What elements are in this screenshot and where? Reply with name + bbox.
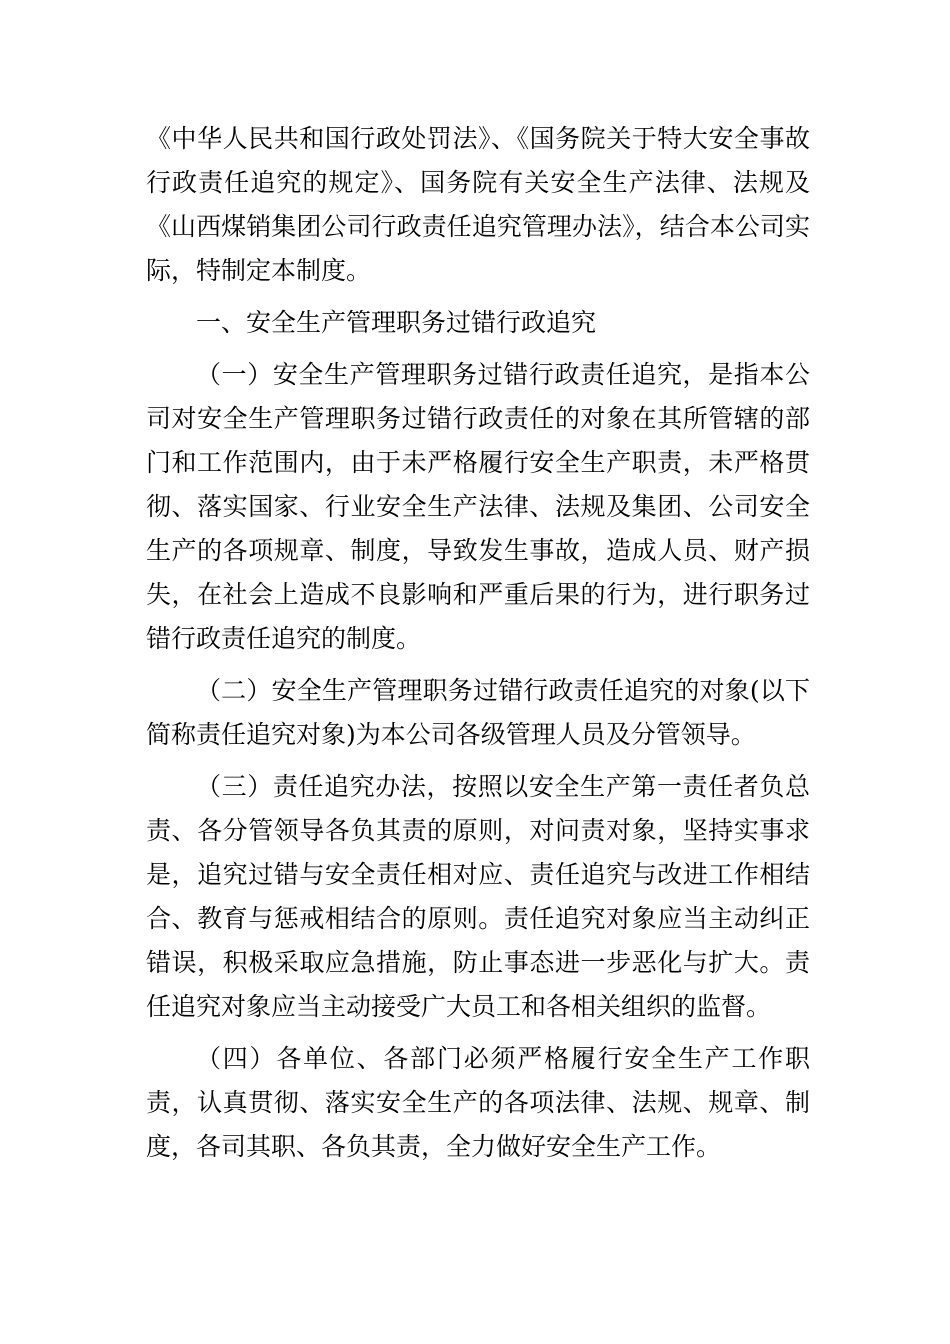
clause-paragraph-3: （三）责任追究办法，按照以安全生产第一责任者负总责、各分管领导各负其责的原则，对问责对象，坚持实事求是，追究过错与安全责任相对应、责任追究与改进工作相结合、教育与惩戒相结合的原则。责任追究对象应当主动纠正错误，积极采取应急措施，防止事态进一步恶化与扩大。责任追究对象应当主动接受广大员工和各相关组织的监督。 <box>146 772 810 1021</box>
clause-paragraph-4: （四）各单位、各部门必须严格履行安全生产工作职责，认真贯彻、落实安全生产的各项法律、法规、规章、制度，各司其职、各负其责，全力做好安全生产工作。 <box>146 1044 810 1161</box>
intro-paragraph: 《中华人民共和国行政处罚法》、《国务院关于特大安全事故行政责任追究的规定》、国务院有关安全生产法律、法规及《山西煤销集团公司行政责任追究管理办法》，结合本公司实际，特制定本制度。 <box>146 124 810 285</box>
clause-paragraph-1: （一）安全生产管理职务过错行政责任追究，是指本公司对安全生产管理职务过错行政责任的对象在其所管辖的部门和工作范围内，由于未严格履行安全生产职责，未严格贯彻、落实国家、行业安全生产法律、法规及集团、公司安全生产的各项规章、制度，导致发生事故，造成人员、财产损失，在社会上造成不良影响和严重后果的行为，进行职务过错行政责任追究的制度。 <box>146 360 810 653</box>
clause-paragraph-2: （二）安全生产管理职务过错行政责任追究的对象(以下简称责任追究对象)为本公司各级管理人员及分管领导。 <box>146 676 810 749</box>
document-body <box>146 117 810 1177</box>
section-heading: 一、安全生产管理职务过错行政追究 <box>196 308 597 337</box>
